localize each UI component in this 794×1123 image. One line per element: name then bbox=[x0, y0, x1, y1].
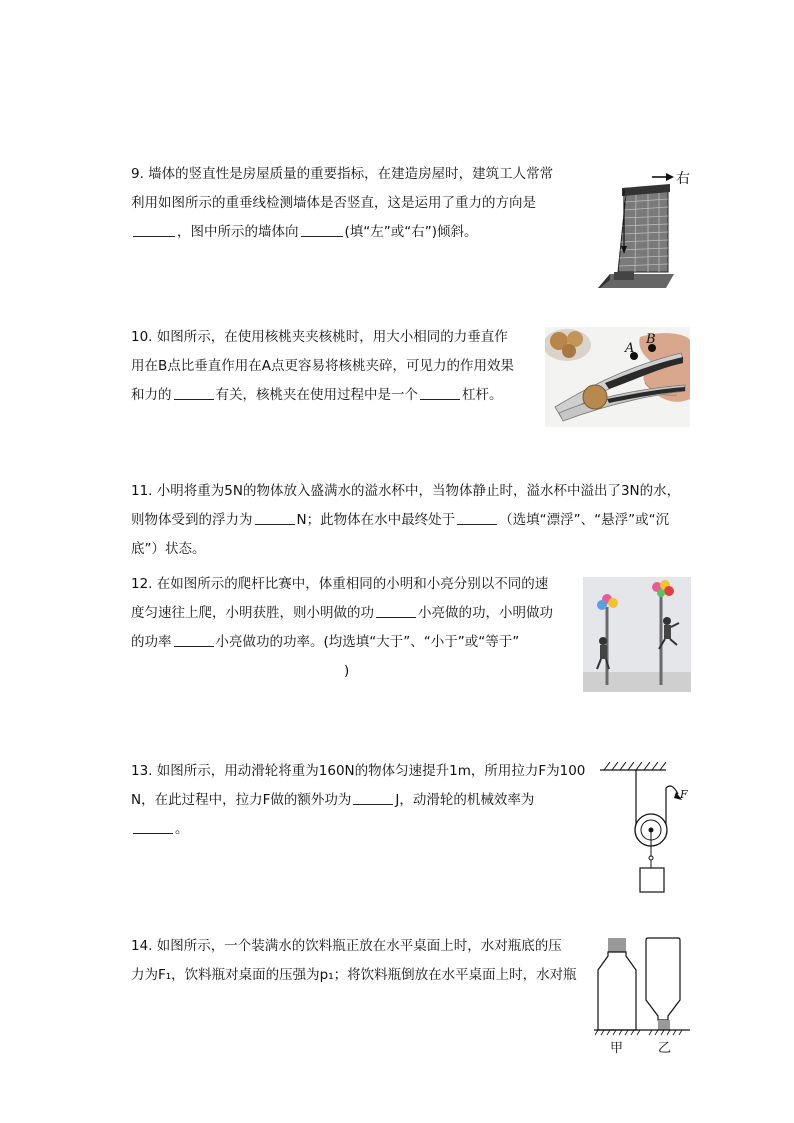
q12-line-1: 12. 在如图所示的爬杆比赛中，体重相同的小明和小亮分别以不同的速 bbox=[131, 576, 549, 592]
q9-line-1: 9. 墙体的竖直性是房屋质量的重要指标，在建造房屋时，建筑工人常常 bbox=[131, 166, 554, 182]
point-b-label: B bbox=[646, 332, 656, 347]
q9-blank-1[interactable] bbox=[133, 222, 175, 237]
force-f-label: F bbox=[680, 788, 688, 801]
nutcracker-photo bbox=[545, 327, 690, 427]
question-12 bbox=[131, 570, 553, 686]
question-10 bbox=[131, 323, 514, 410]
movable-pulley-diagram bbox=[598, 758, 690, 898]
q9-blank-2[interactable] bbox=[301, 222, 343, 237]
q12-line-2-text-a: 度匀速往上爬，小明获胜，则小明做的功 bbox=[131, 605, 374, 621]
q12-blank-2[interactable] bbox=[174, 632, 214, 647]
q11-blank-2[interactable] bbox=[457, 510, 497, 525]
label-yi: 乙 bbox=[658, 1041, 672, 1056]
q13-blank-1[interactable] bbox=[353, 790, 393, 805]
q10-blank-1[interactable] bbox=[174, 385, 214, 400]
q10-line-2: 用在B点比垂直作用在A点更容易将核桃夹碎，可见力的作用效果 bbox=[131, 358, 514, 374]
q11-line-1: 11. 小明将重为5N的物体放入盛满水的溢水杯中，当物体静止时，溢水杯中溢出了3N的水， bbox=[131, 483, 681, 499]
q13-line-2 bbox=[131, 786, 585, 815]
q14-line-2: 力为F₁，饮料瓶对桌面的压强为p₁；将饮料瓶倒放在水平桌面上时，水对瓶 bbox=[131, 967, 577, 983]
q9-line-2: 利用如图所示的重垂线检测墙体是否竖直，这是运用了重力的方向是 bbox=[131, 195, 536, 211]
q10-line-3 bbox=[131, 381, 514, 410]
q11-blank-1[interactable] bbox=[255, 510, 295, 525]
q9-line-3-text-a: ，图中所示的墙体向 bbox=[177, 224, 299, 240]
question-13 bbox=[131, 757, 585, 844]
q13-line-3-text: 。 bbox=[175, 821, 189, 837]
q12-line-2-text-b: 小亮做的功，小明做功 bbox=[418, 605, 553, 621]
q14-line-1: 14. 如图所示，一个装满水的饮料瓶正放在水平桌面上时，水对瓶底的压 bbox=[131, 938, 562, 954]
q13-blank-2[interactable] bbox=[133, 819, 173, 834]
q10-line-3-text-a: 和力的 bbox=[131, 387, 172, 403]
q13-line-2-text-a: N，在此过程中，拉力F做的额外功为 bbox=[131, 792, 352, 808]
q11-line-2-text-b: N；此物体在水中最终处于 bbox=[296, 512, 456, 528]
wall-plumb-line-figure bbox=[596, 166, 692, 290]
q10-blank-2[interactable] bbox=[420, 385, 460, 400]
question-14 bbox=[131, 932, 577, 990]
pole-climbing-photo bbox=[583, 577, 691, 692]
q12-blank-1[interactable] bbox=[376, 603, 416, 618]
q10-line-3-text-b: 有关，核桃夹在使用过程中是一个 bbox=[215, 387, 418, 403]
point-a-label: A bbox=[625, 341, 635, 356]
q11-line-3: 底”）状态。 bbox=[131, 541, 206, 557]
q12-line-3-text-b: 小亮做功的功率。(均选填“大于”、“小于”或“等于” bbox=[215, 634, 520, 650]
label-jia: 甲 bbox=[610, 1041, 624, 1056]
q10-line-1: 10. 如图所示，在使用核桃夹夹核桃时，用大小相同的力垂直作 bbox=[131, 329, 508, 345]
q9-line-3-text-b: (填“左”或“右”)倾斜。 bbox=[344, 224, 478, 240]
q11-line-2-text-c: （选填“漂浮”、“悬浮”或“沉 bbox=[499, 512, 670, 528]
q12-line-3 bbox=[131, 628, 553, 657]
q12-line-2 bbox=[131, 599, 553, 628]
q9-line-3 bbox=[131, 218, 553, 247]
q13-line-2-text-b: J，动滑轮的机械效率为 bbox=[395, 792, 535, 808]
question-9 bbox=[131, 160, 553, 247]
q12-line-4: ) bbox=[344, 663, 350, 679]
q12-line-3-text-a: 的功率 bbox=[131, 634, 172, 650]
question-11 bbox=[131, 477, 680, 564]
direction-label-right: 右 bbox=[676, 171, 690, 187]
bottle-pressure-diagram bbox=[594, 936, 690, 1058]
q11-line-2 bbox=[131, 506, 680, 535]
q11-line-2-text-a: 则物体受到的浮力为 bbox=[131, 512, 253, 528]
q13-line-3 bbox=[131, 815, 585, 844]
q10-line-3-text-c: 杠杆。 bbox=[462, 387, 503, 403]
q13-line-1: 13. 如图所示，用动滑轮将重为160N的物体匀速提升1m，所用拉力F为100 bbox=[131, 763, 586, 779]
